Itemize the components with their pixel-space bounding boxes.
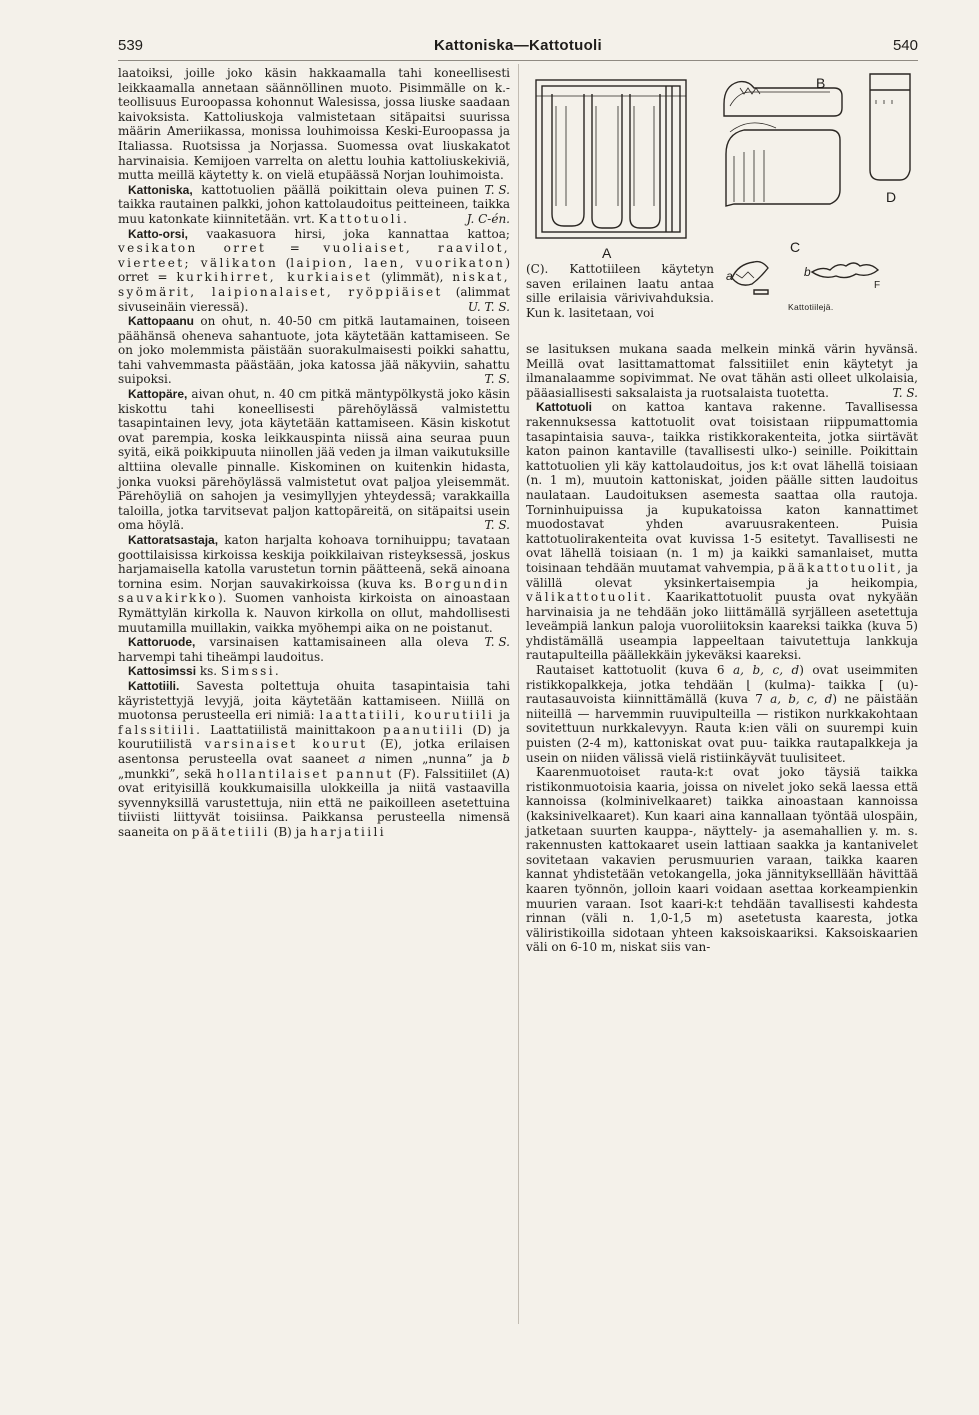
entry-kattosimssi: Kattosimssi ks. Simssi. [128, 664, 282, 679]
fig-label-b: B [816, 75, 826, 91]
roof-tile-figures [526, 66, 918, 342]
column-separator [518, 64, 519, 1324]
fig-label-small-a: a [726, 269, 733, 283]
paragraph-rautaiset: Rautaiset kattotuolit (kuva 6 a, b, c, d) ovat useimmiten ristikkopalkkeja, jotka tehdään ⌊ (kulma)- taikka [ (u)-rautasauvoista kiinnittämällä (kuva 7 a, b, c, d) ne päistään niiteillä — harvemmin ruuvipulteilla — ristikon nurkkakohtaan sovitettuun nurkkalevyyn. Rauta k:ien väli on suurempi kuin puisten (2-4 m), kattoniskat ovat puu- taikka rautapalkkeja ja usein on niiden välissä vielä ristiinkäyvät tuulisiteet. [526, 663, 919, 765]
fig-label-f: F [874, 280, 881, 291]
entry-kattoruode: Kattoruode, varsinaisen kattamisaineen alla oleva harvempi tahi tiheämpi laudoitus. [118, 635, 469, 664]
header-rule [118, 60, 918, 61]
page-number-right: 540 [892, 37, 918, 54]
right-column [526, 342, 918, 955]
entry-continuation-right: se lasituksen mukana saada melkein minkä värin hyvänsä. Meillä ovat lasittamattomat falssitiilet enin käytetyt ja ilmanalaamme sopivimmat. Ne ovat tähän asti olleet ulkolaisia, pääasiallisesti saksalaista ja ruotsalaista tuotetta. T. S. [526, 342, 918, 400]
entry-kattopare: Kattopäre, aivan ohut, n. 40 cm pitkä mäntypölkystä joko käsin kiskottu tahi koneellisesti pärehöylässä valmistettu tasapintainen levy, jota käytetään kattamiseen. Käsin kiskotut ovat parempia, koska leikkauspinta niissä aina seuraa puun syitä, eikä poikkipuuta niinollen jää veden ja ilman vaikutuksille alttiina olevalle pinnalle. Kiskominen on kuitenkin hidasta, jonka vuoksi pärehöylässä valmistetut ovat paljoa yleisemmät. Pärehöyliä on sahojen ja vesimyllyjen yhteydessä; varakkailla taloilla, jotka tarvitsevat paljon kattopäreitä, on sitäpaitsi usein oma höylä. T. S. [118, 387, 510, 533]
fig-label-d: D [886, 189, 897, 205]
fig-label-small-b: b [804, 265, 811, 279]
entry-katto-orsi: Katto-orsi, vaakasuora hirsi, joka kannattaa kattoa; vesikaton orret = vuoliaiset, raavilot, vierteet; välikaton (laipion, laen, vuorikaton) orret = kurkihirret, kurkiaiset (ylimmät), niskat, syömärit, laipionalaiset, ryöppiäiset (alimmat sivuseinäin vieressä). U. T. S. [118, 226, 511, 314]
page-header [118, 37, 918, 57]
entry-kattotiili: Kattotiili. Savesta poltettuja ohuita tasapintaisia tahi käyristettyjä levyjä, joita käytetään kattamiseen. Niillä on muotonsa perusteella eri nimiä: laattatiili, kourutiili ja falssitiili. Laattatiilistä mainittakoon paanutiili (D) ja kourutiilistä varsinaiset kourut (E), jotka erilaisen asentonsa perusteella ovat saaneet a nimen „nunna” ja b „munkki”, sekä hollantilaiset pannut (F). Falssitiilet (A) ovat erityisillä koukkumaisilla ulokkeilla ja niitä vastaavilla syvennyksillä varustettuja, niin että ne paikoilleen asetettuina tiiviisti liittyvät toisiinsa. Paikkansa perusteella nimensä saaneita on päätetiili (B) ja harjatiili [118, 678, 510, 839]
entry-kattoniska: Kattoniska, kattotuolien päällä poikittain oleva puinen taikka rautainen palkki, johon kattolaudoitus peitteineen, taikka muu katonkate kiinnitetään. vrt. Kattotuoli. J. C-én. [118, 182, 510, 226]
paragraph-kaarenmuotoiset: Kaarenmuotoiset rauta-k:t ovat joko täysiä taikka ristikonmuotoisia kaaria, joissa on nivelet joko sekä laessa että kannoissa (kolminivelkaaret) taikka ainoastaan kannoissa (kaksinivelkaaret). Kun kaari aina kannallaan työntää ulospäin, jatketaan suurten kauppa-, näyttely- ja asemahallien y. m. s. rakennusten kattokaaret usein lattiaan saakka ja kantanivelet sovitetaan vakavien perusmuurien varaan, taikka kaaren kannat yhdistetään vetokangella, joka jännitykselllään hävittää kaaren työnnön, jolloin kaari voidaan asettaa korkeampienkin muurien varaan. Isot kaari-k:t tehdään tavallisesti kahdesta rinnan (väli n. 1,0-1,5 m) asetetusta kaaresta, jotka väliristikoilla sidotaan yhteen kaksoiskaariksi. Kaksoiskaarien väli on 6-10 m, niskat siis van- [526, 765, 918, 955]
tile-a-drawing [536, 80, 686, 238]
caption-lead-text: (C). Kattotiileen käytetyn saven erilainen laatu antaa sille erilaisia värivivahduksia. Kun k. lasitetaan, voi [526, 262, 714, 320]
tile-c-drawing [726, 123, 840, 206]
fig-label-c: C [790, 239, 801, 255]
fig-label-a: A [602, 245, 612, 261]
left-column [118, 66, 510, 839]
page-number-left: 539 [118, 37, 144, 54]
page-title: Kattoniska—Kattotuoli [434, 37, 602, 54]
entry-kattoratsastaja: Kattoratsastaja, katon harjalta kohoava tornihuippu; tavataan goottilaisissa kirkoissa keskija poikkilaivan risteyksessä, joskus harjamaisella katolla varustetun tornin päätteenä, sekä ainoana tornina esim. Norjan sauvakirkoissa (kuva ks. Borgundin sauvakirkko). Suomen vanhoista kirkoista on ainoastaan Rymättylän kirkolla k. Nauvon kirkolla on ollut, mahdollisesti muutamilla muillakin, vaikka myöhempi aika on ne poistanut. T. S. [118, 533, 510, 650]
entry-kattopaanu: Kattopaanu on ohut, n. 40-50 cm pitkä lautamainen, toiseen päähänsä oheneva sahantuote, jota käytetään kattamiseen. Se on joko molemmista päistään suorakulmaisesti poikki sahattu, tahi vahvemmasta päästään, joka katossa jää näkyviin, sahattu suipoksi. T. S. [118, 314, 510, 387]
entry-continuation: laatoiksi, joille joko käsin hakkaamalla tahi koneellisesti leikkaamalla annetaan säännöllinen muoto. Pisimmälle on k.-teollisuus Euroopassa kohonnut Walesissa, jossa liuske saadaan kaivoksista. Kattoliuskoja valmistetaan sitäpaitsi suurissa määrin Ameriikassa, monissa louhimoissa Keski-Euroopassa ja Italiassa. Ruotsissa ja Norjassa. Suomessa ovat liuskakatot harvinaisia. Kemijoen varrelta on alettu louhia kattoliuskekiviä, mutta meillä käytetty k. on vielä etupäässä Norjan louhimoista. T. S. [118, 66, 510, 197]
tile-d-drawing [870, 74, 910, 180]
entry-kattotuoli: Kattotuoli on kattoa kantava rakenne. Tavallisessa rakennuksessa kattotuolit ovat toisistaan riippumattomia tasapintaisia sauva-, taikka ristikkorakenteita, jotka siirtävät katon painon kantaville (tavallisesti ulko-) seinille. Poikittain kattotuolien yli käy kattolaudoitus, jos k:t ovat lähellä toisiaan (n. 1 m), muutoin kattoniskat, joiden päälle sitten laudoitus naulataan. Laudoituksen asemesta saattaa olla rautoja. Torninhuipuissa ja kupukatoissa katon kannattimet muodostavat yhden avaruusrakenteen. Puisia kattotuolirakenteita ovat kuvissa 1-5 esitetyt. Tavallisesti ne ovat lähellä toisiaan (n. 1 m) ja kaikki samanlaiset, mutta toisinaan tehdään muutamat vahvempia, pääkattotuolit, ja välillä olevat yksinkertaisempia ja heikompia, välikattotuolit. Kaarikattotuolit puusta ovat nykyään harvinaisia ja ne tehdään joko liittämällä syrjälleen asetettuja leveämpiä lankun paloja vuoroliitoksin kaareksi taikka (kuva 5) yhdistämällä useampia lappeeltaan taivutettuja lankkuja rautapulteilla päällekkäin jykeväksi kaareksi. [526, 400, 918, 663]
figure-caption: Kattotiilejä. [788, 302, 834, 312]
